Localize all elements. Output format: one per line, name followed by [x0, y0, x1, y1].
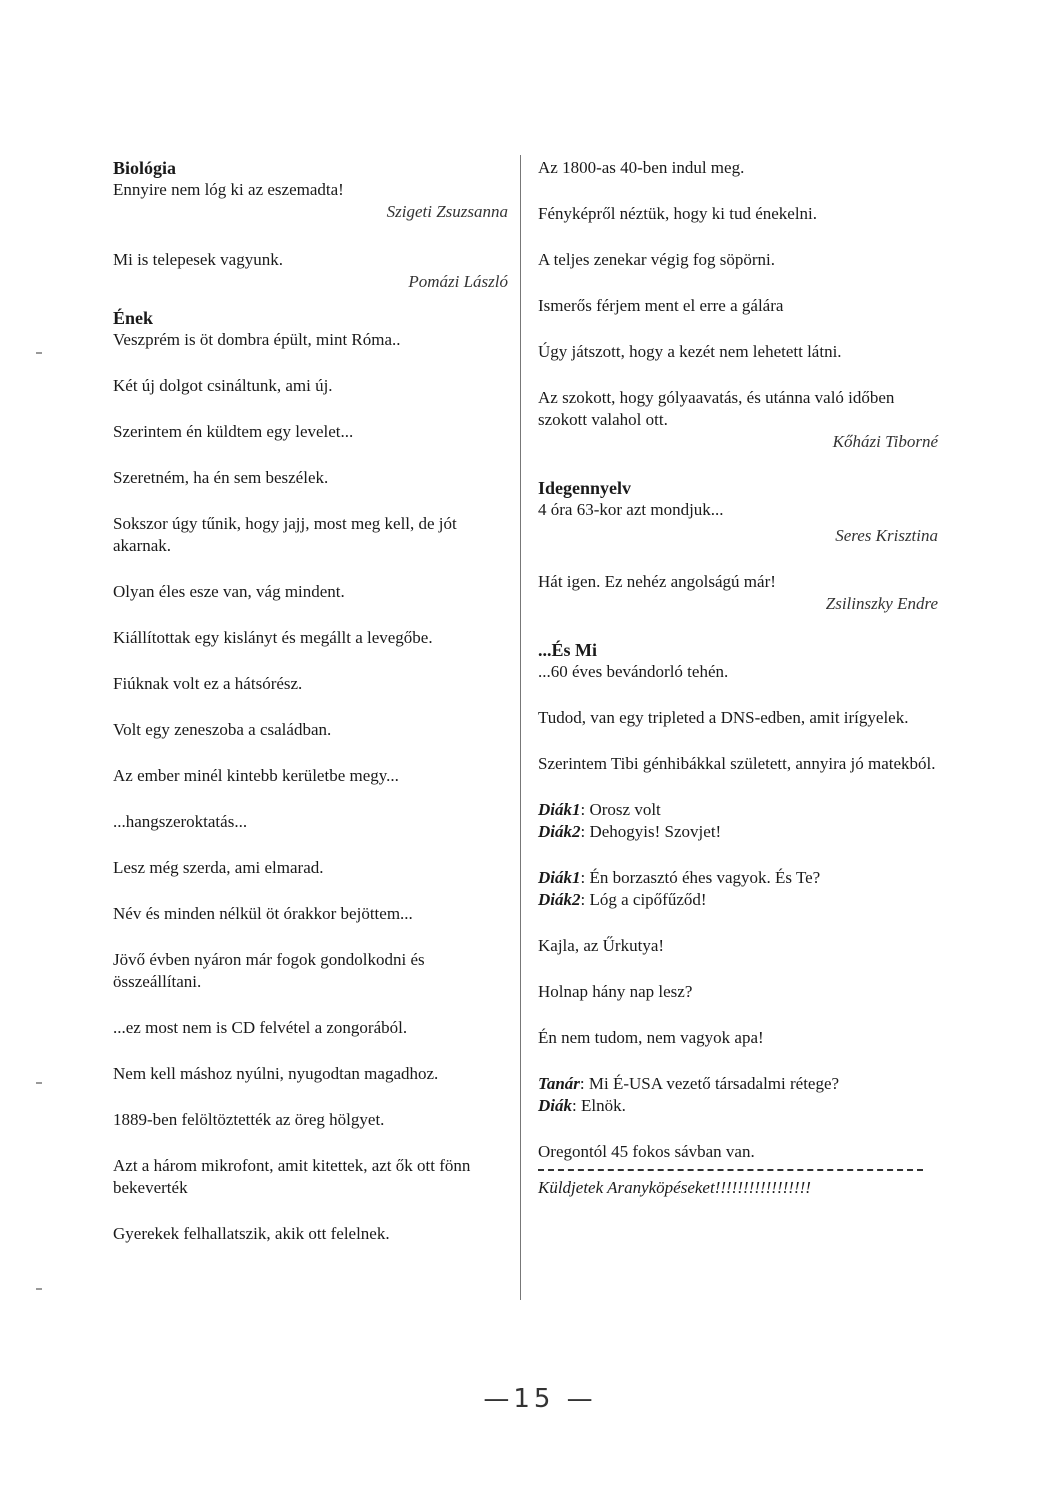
closing-note: Küldjetek Aranyköpéseket!!!!!!!!!!!!!!!!! [538, 1178, 811, 1197]
dialog-line [538, 889, 938, 911]
scan-speck [36, 352, 42, 354]
dialog-line [538, 821, 938, 843]
quote: Én nem tudom, nem vagyok apa! [538, 1028, 764, 1047]
section-es-mi [538, 639, 938, 1199]
dialog-text: : Mi É-USA vezető társadalmi rétege? [579, 1074, 840, 1093]
quote: ...hangszeroktatás... [113, 812, 248, 831]
quote: Nem kell máshoz nyúlni, nyugodtan magadhoz. [113, 1064, 439, 1083]
quote: Sokszor úgy tűnik, hogy jajj, most meg kell, de jót akarnak. [113, 514, 457, 555]
section-biologia [113, 157, 508, 293]
quote: Az ember minél kintebb kerületbe megy... [113, 766, 399, 785]
quote: Szeretném, ha én sem beszélek. [113, 468, 329, 487]
scan-speck [36, 1082, 42, 1084]
quote: Tudod, van egy tripleted a DNS-edben, amit irígyelek. [538, 708, 909, 727]
section-heading-enek: Ének [113, 308, 154, 328]
dialog [538, 799, 938, 843]
quote-author: Pomázi László [408, 272, 508, 291]
quote: Volt egy zeneszoba a családban. [113, 720, 332, 739]
quote: Úgy játszott, hogy a kezét nem lehetett látni. [538, 342, 842, 361]
quote: 4 óra 63-kor azt mondjuk... [538, 500, 724, 519]
quote: Az 1800-as 40-ben indul meg. [538, 158, 745, 177]
quote-author: Zsilinszky Endre [825, 594, 938, 613]
speaker-label: Diák2 [538, 890, 581, 909]
quote: Két új dolgot csináltunk, ami új. [113, 376, 333, 395]
quote-author: Kőházi Tiborné [832, 432, 938, 451]
dialog-text: : Orosz volt [580, 800, 661, 819]
dialog-line [538, 867, 938, 889]
dialog [538, 1073, 938, 1117]
quote: Kiállítottak egy kislányt és megállt a levegőbe. [113, 628, 433, 647]
quote: Oregontól 45 fokos sávban van. [538, 1142, 755, 1161]
section-heading-idegennyelv: Idegennyelv [538, 478, 632, 498]
quote: Hát igen. Ez nehéz angolságú már! [538, 572, 776, 591]
left-column [113, 157, 508, 1245]
quote: Olyan éles esze van, vág mindent. [113, 582, 345, 601]
dialog-line [538, 1073, 938, 1095]
quote: Fiúknak volt ez a hátsórész. [113, 674, 303, 693]
scan-speck [36, 1288, 42, 1290]
dialog-text: : Én borzasztó éhes vagyok. És Te? [580, 868, 821, 887]
section-enek [113, 307, 508, 1245]
quote: Jövő évben nyáron már fogok gondolkodni és összeállítani. [113, 950, 425, 991]
quote-author: Szigeti Zsuzsanna [386, 202, 508, 221]
quote: Szerintem Tibi génhibákkal született, annyira jó matekból. [538, 754, 936, 773]
quote: Holnap hány nap lesz? [538, 982, 693, 1001]
dialog-line [538, 1095, 938, 1117]
dashed-rule [538, 1169, 923, 1171]
quote: ...60 éves bevándorló tehén. [538, 662, 729, 681]
quote: ...ez most nem is CD felvétel a zongorából. [113, 1018, 408, 1037]
quote: Lesz még szerda, ami elmarad. [113, 858, 324, 877]
speaker-label: Tanár [538, 1074, 580, 1093]
speaker-label: Diák1 [538, 800, 581, 819]
quote: Kajla, az Űrkutya! [538, 936, 665, 955]
right-column [538, 157, 938, 1199]
dialog-text: : Lóg a cipőfűződ! [580, 890, 707, 909]
quote: 1889-ben felöltöztették az öreg hölgyet. [113, 1110, 385, 1129]
quote: Szerintem én küldtem egy levelet... [113, 422, 354, 441]
quote: Az szokott, hogy gólyaavatás, és utánna való időben szokott valahol ott. [538, 388, 895, 429]
speaker-label: Diák1 [538, 868, 581, 887]
section-heading-es-mi: ...És Mi [538, 640, 598, 660]
quote: A teljes zenekar végig fog söpörni. [538, 250, 775, 269]
section-idegennyelv [538, 477, 938, 615]
dialog [538, 867, 938, 911]
dialog-line [538, 799, 938, 821]
quote: Veszprém is öt dombra épült, mint Róma.. [113, 330, 401, 349]
column-divider [520, 155, 521, 1300]
quote: Mi is telepesek vagyunk. [113, 250, 283, 269]
dialog-text: : Elnök. [572, 1096, 626, 1115]
page-number: —15 — [483, 1384, 597, 1414]
speaker-label: Diák2 [538, 822, 581, 841]
quote: Név és minden nélkül öt órakkor bejöttem... [113, 904, 413, 923]
speaker-label: Diák [538, 1096, 572, 1115]
section-heading-biologia: Biológia [113, 158, 177, 178]
quote: Azt a három mikrofont, amit kitettek, azt ők ott fönn bekeverték [113, 1156, 471, 1197]
dialog-text: : Dehogyis! Szovjet! [580, 822, 722, 841]
quote: Ennyire nem lóg ki az eszemadta! [113, 180, 344, 199]
quote-author: Seres Krisztina [835, 526, 938, 545]
quote: Gyerekek felhallatszik, akik ott felelnek. [113, 1224, 390, 1243]
quote: Fényképről néztük, hogy ki tud énekelni. [538, 204, 818, 223]
quote: Ismerős férjem ment el erre a gálára [538, 296, 784, 315]
